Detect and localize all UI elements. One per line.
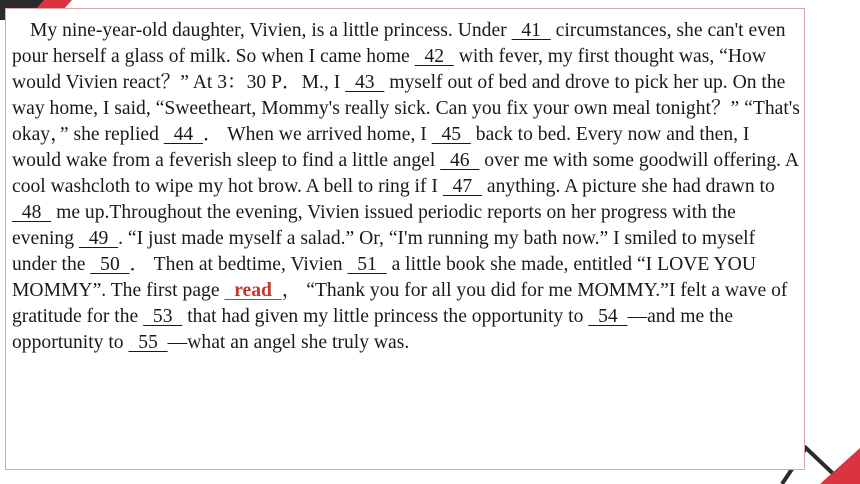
passage-text: that had given my little princess the opportunity to (182, 306, 589, 327)
blank-50: 50 (90, 254, 130, 275)
blank-53: 53 (143, 306, 183, 327)
passage-text: —what an angel she truly was. (167, 332, 410, 353)
passage-text: anything. A picture she had drawn to (482, 176, 775, 197)
passage-text: with fever, my first thought was, “How would Vivien react？” At 3：30 P．M., I (12, 46, 766, 93)
cloze-passage (12, 18, 802, 356)
passage-text: —and me the opportunity to (12, 306, 734, 353)
answer-52-read: read (224, 280, 282, 301)
passage-text: My nine-year-old daughter, Vivien, is a little princess. Under (30, 20, 512, 41)
blank-44: 44 (163, 124, 203, 145)
passage-text: ， “Thank you for all you did for me MOMMY.”I felt a wave of gratitude for the (12, 280, 788, 327)
blank-42: 42 (414, 46, 454, 67)
blank-48: 48 (12, 202, 52, 223)
blank-41: 41 (511, 20, 551, 41)
passage-text: over me with some goodwill offering. A cool washcloth to wipe my hot brow. A bell to ring if I (12, 150, 798, 197)
passage-text: ． Then at bedtime, Vivien (129, 254, 348, 275)
passage-text: a little book she made, entitled “I LOVE YOU MOMMY”. The first page (12, 254, 756, 301)
blank-46: 46 (440, 150, 480, 171)
blank-43: 43 (345, 72, 385, 93)
blank-49: 49 (78, 228, 119, 249)
blank-54: 54 (588, 306, 628, 327)
passage-text: circumstances, she can't even pour herself a glass of milk. So when I came home (12, 20, 786, 67)
passage-text: myself out of bed and drove to pick her up. On the way home, I said, “Sweetheart, Mommy's really sick. Can you fix your own meal tonight？” “That's okay，” she replied (12, 72, 800, 145)
passage-text: ． When we arrived home, I (202, 124, 432, 145)
blank-47: 47 (442, 176, 483, 197)
passage-text: back to bed. Every now and then, I would wake from a feverish sleep to find a little angel (12, 124, 750, 171)
passage-text: me up.Throughout the evening, Vivien issued periodic reports on her progress with the evening (12, 202, 736, 249)
blank-51: 51 (347, 254, 387, 275)
blank-55: 55 (128, 332, 168, 353)
blank-45: 45 (431, 124, 471, 145)
passage-text: . “I just made myself a salad.” Or, “I'm running my bath now.” I smiled to myself under the (12, 228, 756, 275)
